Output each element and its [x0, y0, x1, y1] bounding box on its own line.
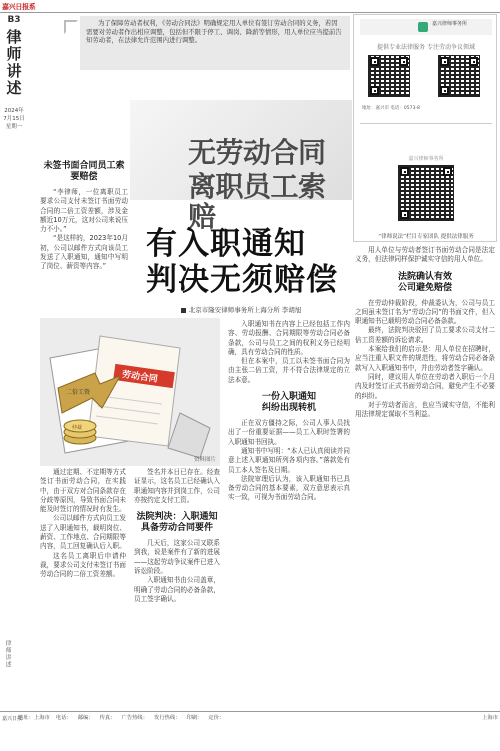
paragraph: 对于劳动者而言，也应当诚实守信，不能利用法律规定谋取不当利益。	[355, 400, 495, 419]
illustration	[40, 318, 220, 466]
law-firm-logo-icon	[418, 22, 428, 32]
paragraph: 入职通知书由公司盖章，明确了劳动合同的必备条款，员工签字确认。	[134, 576, 220, 603]
quote-mark-icon	[64, 20, 78, 34]
ad-subtitle: 提供专业法律服务 专注劳动争议领域	[377, 44, 475, 51]
subheading: 法院判决：入职通知具备劳动合同要件	[136, 512, 218, 534]
article-column-2	[134, 468, 220, 708]
footer-item: 邮编：	[77, 715, 94, 721]
headline-line-3: 有入职通知	[146, 226, 306, 262]
intro-box	[62, 16, 350, 70]
paragraph: 本案给我们的启示是：用人单位在招聘时，应当注重入职文件的规范性，将劳动合同必备条款写入入职通知书中，并由劳动者签字确认。	[355, 345, 495, 372]
footer-item: 定价：	[208, 715, 225, 721]
paragraph: 同时，建议用人单位在劳动者入职后一个月内及时签订正式书面劳动合同，避免产生不必要的纠纷。	[355, 372, 495, 400]
footer-item: 传真：	[99, 715, 116, 721]
paragraph: 用人单位与劳动者签订书面劳动合同是法定义务，但法律同样保护诚实守信的用人单位。	[355, 246, 495, 264]
section-title-bottom: 讲述	[6, 62, 22, 97]
coins-label: 仲裁	[72, 425, 83, 431]
headline-line-2: 离职员工索赔	[188, 170, 326, 233]
issue-day: 7月15日	[3, 116, 25, 122]
footer-right: 上海市	[482, 715, 498, 721]
paragraph: 入职通知书在内容上已经包括工作内容、劳动报酬、合同期限等劳动合同必备条款，公司与员工之间的权利义务已经明确，具有劳动合同的性质。	[228, 320, 350, 356]
ad-contact: 地址：嘉兴市 电话：0573-8	[362, 106, 420, 111]
ad-subtitle-2: 嘉兴律师事务所	[408, 156, 444, 162]
masthead	[0, 14, 28, 130]
paragraph: 最终，法院判决驳回了员工要求公司支付二倍工资差额的诉讼请求。	[355, 326, 495, 344]
law-firm-ad	[353, 14, 497, 242]
subheading: 未签书面合同员工索要赔偿	[43, 161, 125, 182]
paragraph: 通过定期、不定期等方式签订书面劳动合同，在实践中，由于双方对合同条款存在分歧等原因，导致书面合同未能及时签订的情况时有发生。	[40, 468, 126, 514]
page-number: B3	[7, 15, 21, 25]
footer	[18, 714, 498, 722]
footer-divider	[0, 711, 500, 712]
footer-item: 发行热线：	[154, 715, 181, 721]
headline	[130, 100, 352, 312]
contract-illustration	[40, 318, 220, 466]
ad-brand-name: 嘉兴律师事务所	[432, 21, 468, 27]
paragraph: 法院审理后认为，该入职通知书已具备劳动合同的基本要素，双方意思表示真实一致，可视为书面劳动合同。	[228, 474, 350, 502]
section-title	[0, 29, 28, 97]
subheading: 一份入职通知 纠纷出现转机	[261, 392, 316, 414]
issue-date	[0, 107, 28, 131]
footer-item: 广告热线：	[121, 715, 149, 721]
intro-text: 为了保障劳动者权利，《劳动合同法》明确规定用人单位有签订劳动合同的义务，若因需要对劳动者作出相应调整，包括但不限于停工、调岗、降薪等情形，用人单位应当提前告知劳动者，在法律允许范围内进行调整。	[86, 19, 342, 45]
issue-year: 2024年	[4, 108, 24, 114]
stamp-shape	[168, 413, 210, 458]
footer-item: 电话：	[55, 715, 72, 721]
article-column-a	[40, 154, 128, 306]
top-divider	[0, 12, 500, 13]
article-column-4	[355, 246, 495, 706]
paragraph: “是这样的，2023年10月初，公司以邮件方式向该员工发送了入职通知，通知中写明了岗位、薪资等内容。”	[40, 234, 128, 271]
qr-code-icon	[368, 55, 410, 97]
paragraph: 正在双方僵持之际，公司人事人员找出了一份重要证据——员工入职时签署的入职通知书回执。	[228, 419, 350, 446]
headline-line-1: 无劳动合同	[188, 136, 326, 169]
byline: 北京市隆安律师事务所上海分所 李胡旭	[130, 305, 352, 314]
image-credit: 资料图片	[193, 457, 216, 463]
paragraph: 签名并本日已存在。经查证显示，这名员工已经确认入职通知内容并到岗工作，公司亦按约定支付工资。	[134, 468, 220, 504]
paragraph: 但在本案中，员工以未签书面合同为由主张二倍工资，并不符合法律规定的立法本意。	[228, 357, 350, 384]
footer-left-label: 嘉兴日报	[2, 716, 23, 722]
contract-label: 劳动合同	[121, 369, 159, 385]
article-column-1	[40, 468, 126, 708]
side-vertical-label: 律师讲述	[4, 640, 11, 668]
subheading: 法院确认有效 公司避免赔偿	[397, 271, 452, 293]
paragraph: 通知书中写明：“本人已认真阅读并同意上述入职通知所列各项内容。”落款处有员工本人签名及日期。	[228, 446, 350, 474]
headline-line-4: 判决无须赔偿	[146, 262, 338, 298]
paragraph: 在劳动仲裁阶段，仲裁委认为，公司与员工之间虽未签订名为“劳动合同”的书面文件，但入职通知书已载明劳动合同必备条款。	[355, 298, 495, 326]
paragraph: “李律师，一位离职员工要求公司支付未签订书面劳动合同的二倍工资差额，涉及金额近10万元，这对公司来说压力不小。”	[40, 188, 128, 234]
arrow-label: 二倍工资	[66, 389, 91, 396]
paragraph: 几天后，这家公司又联系到我，说是案件有了新的进展——这起劳动争议案件已进入诉讼阶段。	[134, 539, 220, 576]
ad-caption: “律师说法”栏目专家团队 提供法律服务	[378, 234, 474, 240]
newspaper-stamp: 嘉兴日报系	[2, 3, 36, 11]
issue-weekday: 星期一	[5, 124, 23, 130]
qr-code-icon	[398, 165, 454, 221]
paragraph: 公司以邮件方式向员工发送了入职通知书，载明岗位、薪资、工作地点、合同期限等内容，员工回复确认后入职。	[40, 514, 126, 551]
ad-divider	[360, 123, 492, 124]
footer-item: 地址：上海市	[18, 715, 50, 721]
ad-brand-bar	[360, 19, 492, 35]
paragraph: 这名员工离职后申请仲裁，要求公司支付未签订书面劳动合同的二倍工资差额。	[40, 551, 126, 579]
section-title-top: 律师	[6, 28, 22, 63]
article-column-3	[228, 320, 350, 708]
qr-code-icon	[438, 55, 480, 97]
footer-item: 印刷：	[186, 715, 203, 721]
